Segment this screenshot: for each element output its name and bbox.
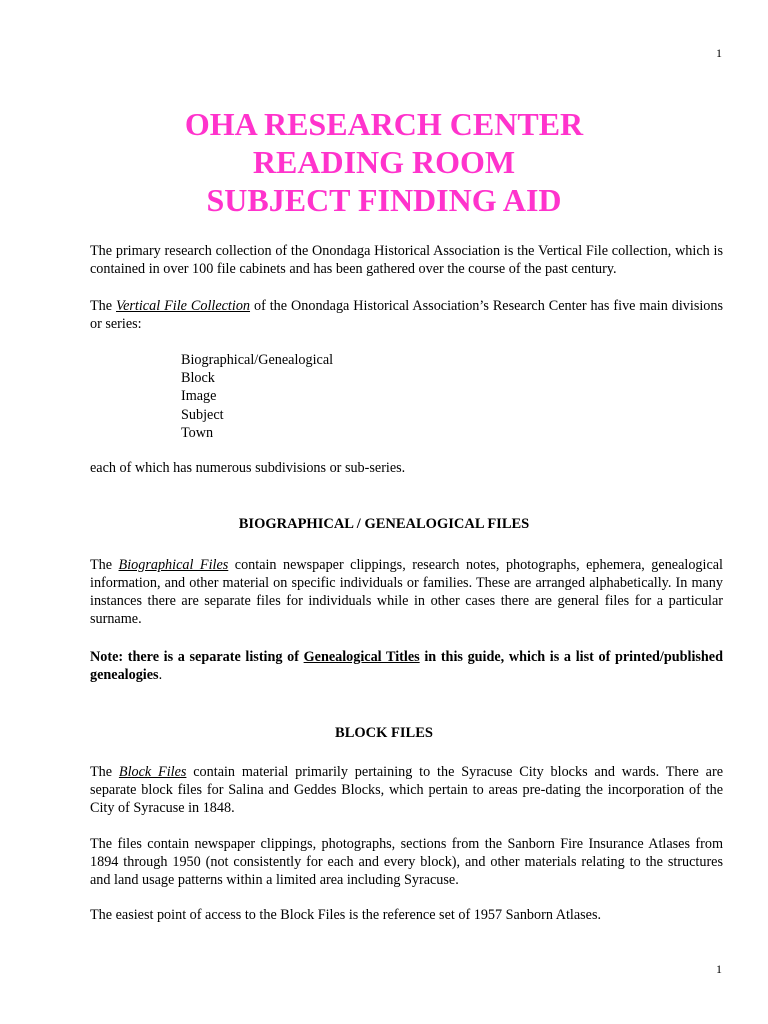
genealogical-titles-link[interactable]: Genealogical Titles	[303, 649, 420, 665]
block-text-2: The files contain newspaper clippings, photographs, sections from the Sanborn Fire Insurance Atlases from 1894 through 1950 (not consistently for each and every block), and other materials relating to the structures and land usage patterns within a limited area including Syracuse.	[90, 836, 723, 888]
note-text	[90, 648, 723, 684]
title-line-3: SUBJECT FINDING AID	[206, 182, 562, 218]
series-item-town: Town	[181, 424, 214, 441]
series-item-image: Image	[181, 388, 217, 405]
series-item-biographical: Biographical/Genealogical	[181, 352, 334, 368]
page-number-top: 1	[716, 46, 722, 60]
block-text-1	[90, 763, 723, 817]
series-list	[181, 351, 333, 442]
biographical-after: contain newspaper clippings, research notes, photographs, ephemera, genealogical information, and other material on specific individuals or families. These are arranged alphabetically. In many instances there are separate files for individuals while in other cases there are general files for a particular surname.	[90, 557, 723, 627]
biographical-text	[90, 556, 723, 628]
note-before: Note: there is a separate listing of	[90, 649, 304, 665]
note-end: .	[158, 667, 163, 683]
series-intro-text	[90, 297, 723, 333]
block-files-link[interactable]: Block Files	[118, 764, 187, 780]
biographical-section-heading: BIOGRAPHICAL / GENEALOGICAL FILES	[238, 516, 530, 532]
block-section-heading: BLOCK FILES	[335, 725, 433, 741]
series-item-block: Block	[181, 370, 215, 387]
series-intro-paragraph	[90, 297, 723, 333]
genealogical-note	[90, 648, 723, 684]
vertical-file-collection-link[interactable]: Vertical File Collection	[116, 298, 251, 314]
block-paragraph-2	[90, 835, 723, 889]
title-line-2: READING ROOM	[252, 144, 516, 180]
note-after: in this guide, which is a list of printed/published genealogies	[90, 649, 723, 683]
series-outro-text: each of which has numerous subdivisions or sub-series.	[90, 460, 406, 476]
page-number-bottom: 1	[716, 962, 722, 976]
biographical-files-link[interactable]: Biographical Files	[118, 557, 229, 573]
block-text-3: The easiest point of access to the Block Files is the reference set of 1957 Sanborn Atlases.	[90, 907, 602, 923]
block-before: The	[90, 764, 119, 780]
title-line-1: OHA RESEARCH CENTER	[184, 106, 584, 142]
block-paragraph-1	[90, 763, 723, 817]
intro-text: The primary research collection of the Onondaga Historical Association is the Vertical File collection, which is contained in over 100 file cabinets and has been gathered over the course of the past century.	[90, 243, 723, 277]
intro-paragraph	[90, 242, 723, 278]
biographical-paragraph	[90, 556, 723, 628]
document-title	[0, 105, 768, 219]
block-paragraph-3	[90, 906, 723, 924]
block-after: contain material primarily pertaining to the Syracuse City blocks and wards. There are separate block files for Salina and Geddes Blocks, which pertain to areas pre-dating the incorporation of the City of Syracuse in 1848.	[90, 764, 724, 816]
series-item-subject: Subject	[181, 406, 224, 423]
series-intro-before: The	[90, 298, 117, 314]
series-intro-after: of the Onondaga Historical Association’s Research Center has five main divisions or series:	[90, 298, 723, 332]
series-outro-paragraph	[90, 459, 723, 477]
biographical-before: The	[90, 557, 119, 573]
